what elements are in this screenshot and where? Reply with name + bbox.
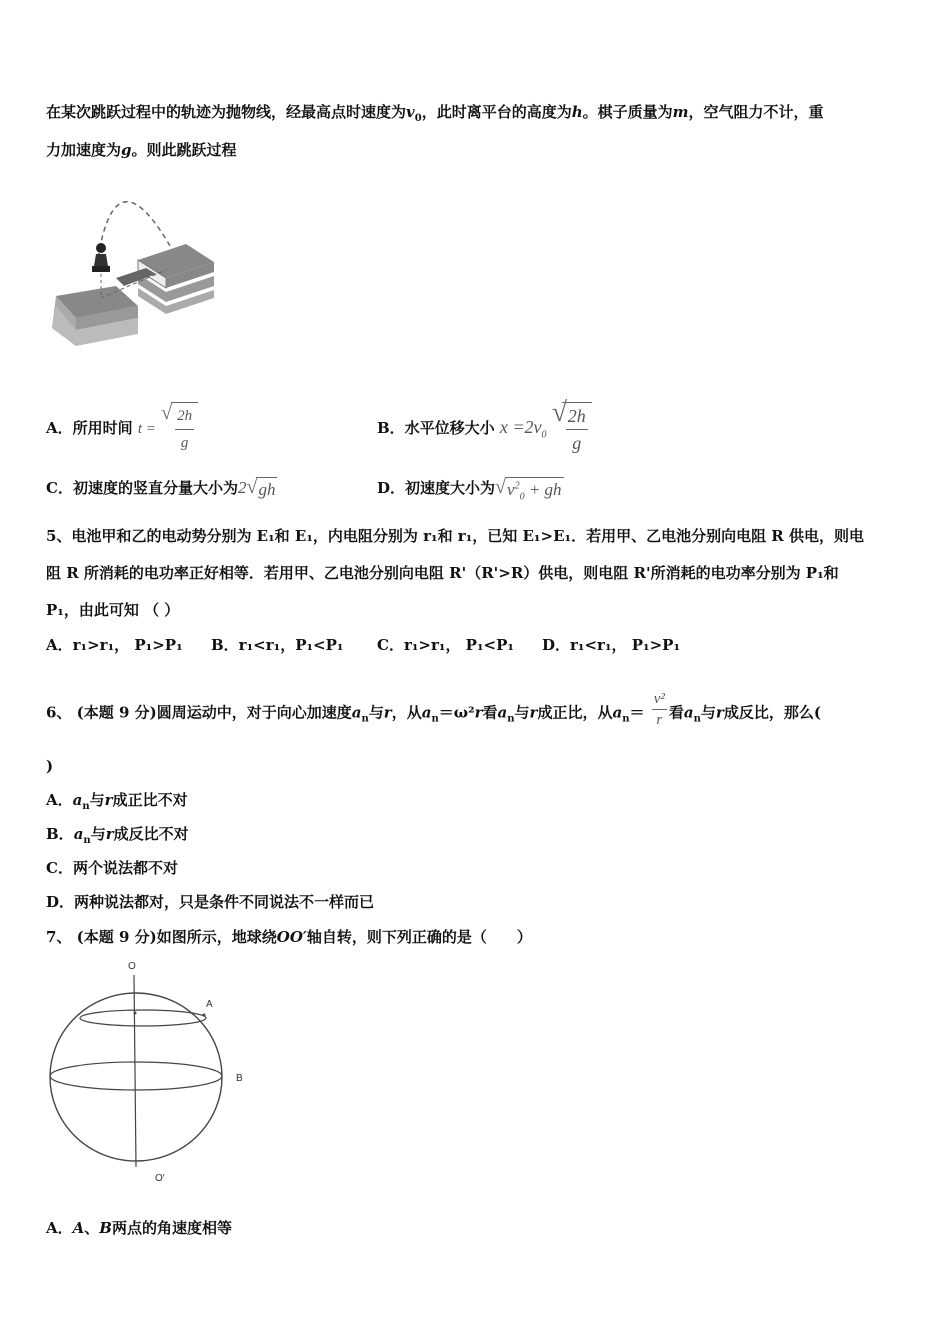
intro-line-2: 力加速度为g。则此跳跃过程 xyxy=(46,141,237,159)
chess-piece-icon xyxy=(92,243,110,272)
trajectory-curve xyxy=(98,202,174,258)
label-O-top: O xyxy=(128,961,136,972)
label-O-bottom: O′ xyxy=(155,1173,165,1184)
q6-option-D: D．两种说法都对，只是条件不同说法不一样而已 xyxy=(46,893,375,911)
label-B: B xyxy=(236,1073,243,1084)
option-4B: B．水平位移大小 $x =2v_0$ √ $\frac{2h}{g}$ xyxy=(377,402,592,456)
q6-option-A: A．$a_n$与r成正比不对 xyxy=(46,791,188,812)
q5-line-1: 5、电池甲和乙的电动势分别为 E₁和 E₁，内电阻分别为 r₁和 r₁，已知 E₁>E₁．若用甲、乙电池分别向电阻 R 供电，则电 xyxy=(46,527,864,545)
intro-line-1: 在某次跳跃过程中的轨迹为抛物线，经最高点时速度为$v_0$，此时离平台的高度为h。棋子质量为m，空气阻力不计，重 xyxy=(46,103,824,124)
jump-figure xyxy=(46,178,221,358)
q5-option-B: B．r₁<r₁，P₁<P₁ xyxy=(211,636,344,654)
label-A: A xyxy=(206,999,213,1010)
q7-stem: 7、 (本题 9 分)如图所示，地球绕OO′轴自转，则下列正确的是（ ） xyxy=(46,928,532,946)
option-4C: C．初速度的竖直分量大小为2 √ gh xyxy=(46,476,277,502)
q5-line-2: 阻 R 所消耗的电功率正好相等．若用甲、乙电池分别向电阻 R'（R'>R）供电，则电阻 R'所消耗的电功率分别为 P₁和 xyxy=(46,564,839,582)
q5-line-3: P₁，由此可知 （ ） xyxy=(46,601,180,619)
q6-close-paren: ) xyxy=(46,757,54,775)
q5-option-D: D．r₁<r₁， P₁>P₁ xyxy=(542,636,681,654)
latitude-circle-A xyxy=(80,1010,206,1026)
equator-circle-B xyxy=(50,1062,222,1090)
option-4A: A．所用时间 t = √ $\frac{2h}{g}$ xyxy=(46,402,198,456)
rotation-axis xyxy=(134,975,136,1167)
q7-option-A: A．A、B两点的角速度相等 xyxy=(46,1219,232,1237)
option-4D: D．初速度大小为 √ $v^2_0$ + gh xyxy=(377,475,562,502)
q5-option-A: A．r₁>r₁， P₁>P₁ xyxy=(46,636,183,654)
q6-option-B: B．$a_n$与r成反比不对 xyxy=(46,825,189,846)
earth-figure xyxy=(40,955,260,1190)
q6-option-C: C．两个说法都不对 xyxy=(46,859,178,877)
q6-stem: 6、 (本题 9 分)圆周运动中，对于向心加速度$a_n$与r，从$a_n=\omega^2r$看$a_n$与r成正比，从$a_n=$ $\frac{\text{v²}}{r}$ 看$a_n$与r成反比，那么( xyxy=(46,691,821,728)
q5-option-C: C．r₁>r₁， P₁<P₁ xyxy=(377,636,514,654)
